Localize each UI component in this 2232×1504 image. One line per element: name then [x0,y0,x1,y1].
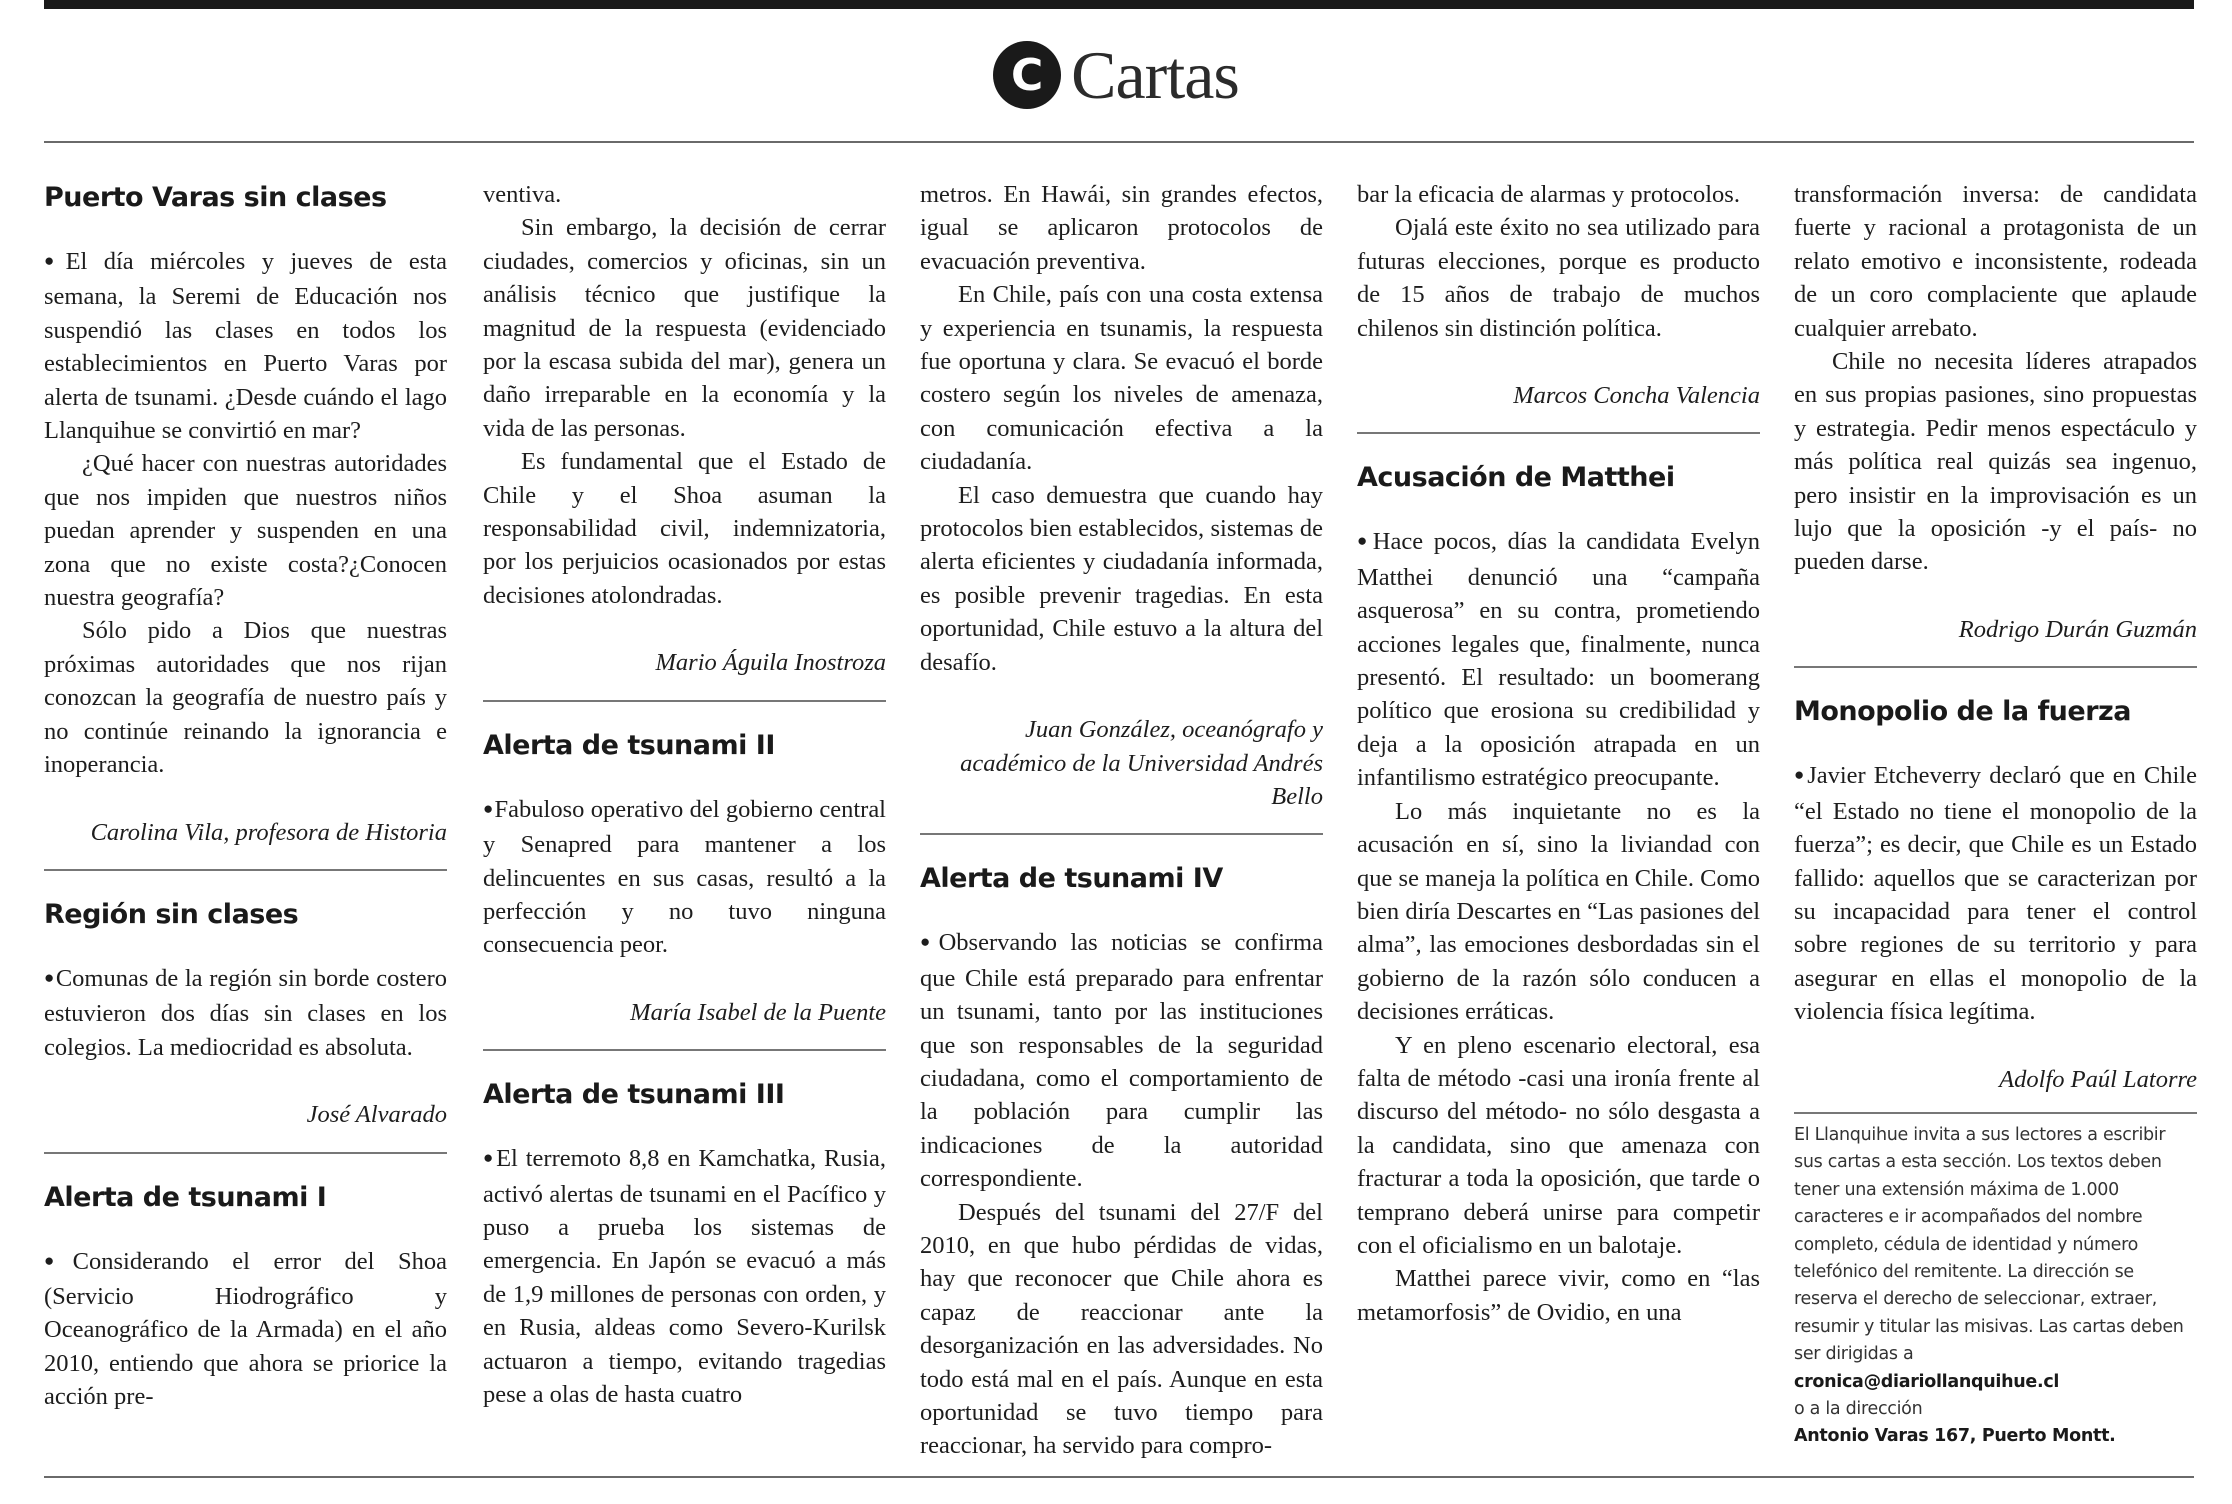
letter-paragraph: Es fundamental que el Estado de Chile y el Shoa asuman la responsabilidad civil, indemnizatoria, por los perjuicios ocasionados por estas decisiones atolondradas. [483,448,886,609]
letter-paragraph [44,245,447,447]
bullet-icon [1794,762,1807,789]
section-masthead [0,30,2232,120]
bullet-icon [483,1145,496,1172]
letter-title: Alerta de tsunami I [44,1181,327,1213]
contact-email[interactable]: cronica@diariollanquihue.cl [1794,1371,2060,1392]
letter-divider [44,869,447,871]
paragraph-text: Hace pocos, días la candidata Evelyn Matthei denunció una “campaña asquerosa” en su contra, prometiendo acciones legales que, finalmente, nunca presentó. El resultado: un boomerang político que erosiona su credibilidad y deja a la oposición atrapada en un infantilismo estratégico preocupante. [1357,528,1760,792]
letter-divider [1794,666,2197,668]
column-3 [920,178,1323,1463]
bullet-icon [483,796,495,823]
letter-divider [920,833,1323,835]
paragraph-text: El terremoto 8,8 en Kamchatka, Rusia, activó alertas de tsunami en el Pacífico y puso a prueba los sistemas de emergencia. En Japón se evacuó a más de 1,9 millones de personas con orden, y en Rusia, aldeas como Severo-Kurilsk actuaron a tiempo, evitando tragedias pese a olas de hasta cuatro [483,1145,886,1408]
letter-paragraph [483,793,886,962]
info-divider [1794,1112,2197,1114]
letter-paragraph-continued: metros. En Hawái, sin grandes efectos, igual se aplicaron protocolos de evacuación preventiva. [920,181,1323,275]
paragraph-text: Observando las noticias se confirma que Chile está preparado para enfrentar un tsunami, tanto por las instituciones que son responsables de la seguridad ciudadana, como el comportamiento de la población para cumplir las indicaciones de la autoridad correspondiente. [920,929,1323,1193]
column-5 [1794,178,2197,1451]
letter-title: Alerta de tsunami IV [920,863,1223,895]
submission-info [1794,1122,2197,1451]
bottom-rule [44,1476,2194,1478]
column-2 [483,178,886,1411]
letter-signature: José Alvarado [306,1101,447,1129]
letter-title: Alerta de tsunami II [483,729,775,761]
letter-paragraph-continued: bar la eficacia de alarmas y protocolos. [1357,181,1740,208]
submission-info-or: o a la dirección [1794,1399,1923,1419]
letter-divider [1357,432,1760,434]
paragraph-text: Comunas de la región sin borde costero estuvieron dos días sin clases en los colegios. La mediocridad es absoluta. [44,964,447,1061]
letter-paragraph: Chile no necesita líderes atrapados en sus propias pasiones, sino propuestas y estrategia. Pedir menos espectáculo y más política real quizás sea ingenuo, pero insistir en la improvisación es un lujo que la oposición -y el país- no pueden darse. [1794,348,2197,576]
letter-signature: Mario Águila Inostroza [655,649,886,677]
letter-paragraph: Matthei parece vivir, como en “las metamorfosis” de Ovidio, en una [1357,1265,1760,1326]
paragraph-text: Considerando el error del Shoa (Servicio Hiodrográfico y Oceanográfico de la Armada) en el año 2010, entiendo que ahora se priorice la acción pre- [44,1247,447,1411]
letter-divider [44,1152,447,1154]
paragraph-text: Javier Etcheverry declaró que en Chile “el Estado no tiene el monopolio de la fuerza”; es decir, que Chile es un Estado fallido: aquellos que se caracterizan por su incapacidad para tener el control sobre regiones de su territorio y para asegurar en ellas el monopolio de la violencia física legítima. [1794,762,2197,1026]
paragraph-text: El día miércoles y jueves de esta semana, la Seremi de Educación nos suspendió las clases en todos los establecimientos en Puerto Varas por alerta de tsunami. ¿Desde cuándo el lago Llanquihue se convirtió en mar? [44,248,447,445]
letter-signature: Juan González, oceanógrafo y académico de la Universidad Andrés Bello [960,716,1323,810]
letter-paragraph [483,1142,886,1411]
bullet-icon [1357,528,1373,555]
letter-paragraph: Después del tsunami del 27/F del 2010, en que hubo pérdidas de vidas, hay que reconocer que Chile ahora es capaz de reaccionar ante la desorganización en las adversidades. No todo está mal en el país. Aunque en esta oportunidad se tuvo tiempo para reaccionar, ha servido para compro- [920,1198,1323,1460]
paragraph-text: Fabuloso operativo del gobierno central y Senapred para mantener a los delincuentes en sus casas, resultó a la perfección y no tuvo ninguna consecuencia peor. [483,795,886,959]
section-logo-icon [993,41,1061,109]
letter-title: Monopolio de la fuerza [1794,696,2131,728]
letter-signature: Carolina Vila, profesora de Historia [90,818,447,846]
submission-info-text: El Llanquihue invita a sus lectores a escribir sus cartas a esta sección. Los textos deben tener una extensión máxima de 1.000 caracteres e ir acompañados del nombre completo, cédula de identidad y número telefónico del remitente. La dirección se reserva el derecho de seleccionar, extraer, resumir y titular las misivas. Las cartas deben ser dirigidas a [1794,1124,2184,1365]
letter-paragraph [1794,759,2197,1028]
letter-paragraph: Y en pleno escenario electoral, esa falta de método -casi una ironía frente al discurso del método- no sólo desgasta a la candidata, sino que amenaza con fracturar a toda la oposición, que tarde o temprano deberá unirse para competir con el oficialismo en un balotaje. [1357,1031,1760,1259]
bullet-icon [44,1248,73,1275]
column-4 [1357,178,1760,1329]
bullet-icon [920,929,939,956]
letter-paragraph-continued: ventiva. [483,181,562,208]
letter-paragraph: ¿Qué hacer con nuestras autoridades que nos impiden que nuestros niños puedan aprender y suspenden en una zona que no existe costa?¿Conocen nuestra geografía? [44,450,447,612]
letter-divider [483,1049,886,1051]
letter-paragraph [920,926,1323,1195]
letter-paragraph: Sin embargo, la decisión de cerrar ciudades, comercios y oficinas, sin un análisis técnico que justifique la magnitud de la respuesta (evidenciado por la escasa subida del mar), genera un daño irreparable en la economía y la vida de las personas. [483,214,886,442]
bullet-icon [44,965,56,992]
letter-title: Acusación de Matthei [1357,462,1675,494]
letter-paragraph: Sólo pido a Dios que nuestras próximas autoridades que nos rijan conozcan la geografía de nuestro país y no continúe reinando la ignorancia e inoperancia. [44,617,447,779]
bullet-icon [44,248,66,275]
letter-paragraph: Ojalá este éxito no sea utilizado para futuras elecciones, porque es producto de 15 años de trabajo de muchos chilenos sin distinción política. [1357,214,1760,342]
contact-address: Antonio Varas 167, Puerto Montt. [1794,1426,2116,1447]
letter-paragraph: El caso demuestra que cuando hay protocolos bien establecidos, sistemas de alerta eficientes y ciudadanía informada, es posible prevenir tragedias. En esta oportunidad, Chile estuvo a la altura del desafío. [920,481,1323,676]
letter-paragraph: En Chile, país con una costa extensa y experiencia en tsunamis, la respuesta fue oportuna y clara. Se evacuó el borde costero según los niveles de amenaza, con comunicación efectiva a la ciudadanía. [920,281,1323,476]
letter-paragraph [44,962,447,1064]
section-title: Cartas [1071,36,1239,113]
letter-paragraph: Lo más inquietante no es la acusación en sí, sino la liviandad con que se maneja la política en Chile. Como bien diría Descartes en “Las pasiones del alma”, las emociones desbordadas sin el gobierno de la razón sólo conducen a decisiones erráticas. [1357,797,1760,1026]
letter-signature: Rodrigo Durán Guzmán [1958,615,2197,643]
letter-paragraph [1357,525,1760,794]
letter-title: Puerto Varas sin clases [44,182,387,213]
letter-signature: María Isabel de la Puente [630,998,886,1026]
top-rule [44,0,2194,9]
letter-signature: Adolfo Paúl Latorre [1999,1065,2197,1093]
header-rule [44,141,2194,143]
logo-letter: C [1010,49,1044,101]
letter-paragraph-continued: transformación inversa: de candidata fuerte y racional a protagonista de un relato emotivo e inconsistente, rodeada de un coro complaciente que aplaude cualquier arrebato. [1794,181,2197,342]
letter-divider [483,700,886,702]
letter-signature: Marcos Concha Valencia [1513,382,1760,410]
letter-title: Región sin clases [44,898,299,930]
letter-paragraph [44,1245,447,1414]
letter-title: Alerta de tsunami III [483,1079,785,1111]
column-1 [44,178,447,1414]
